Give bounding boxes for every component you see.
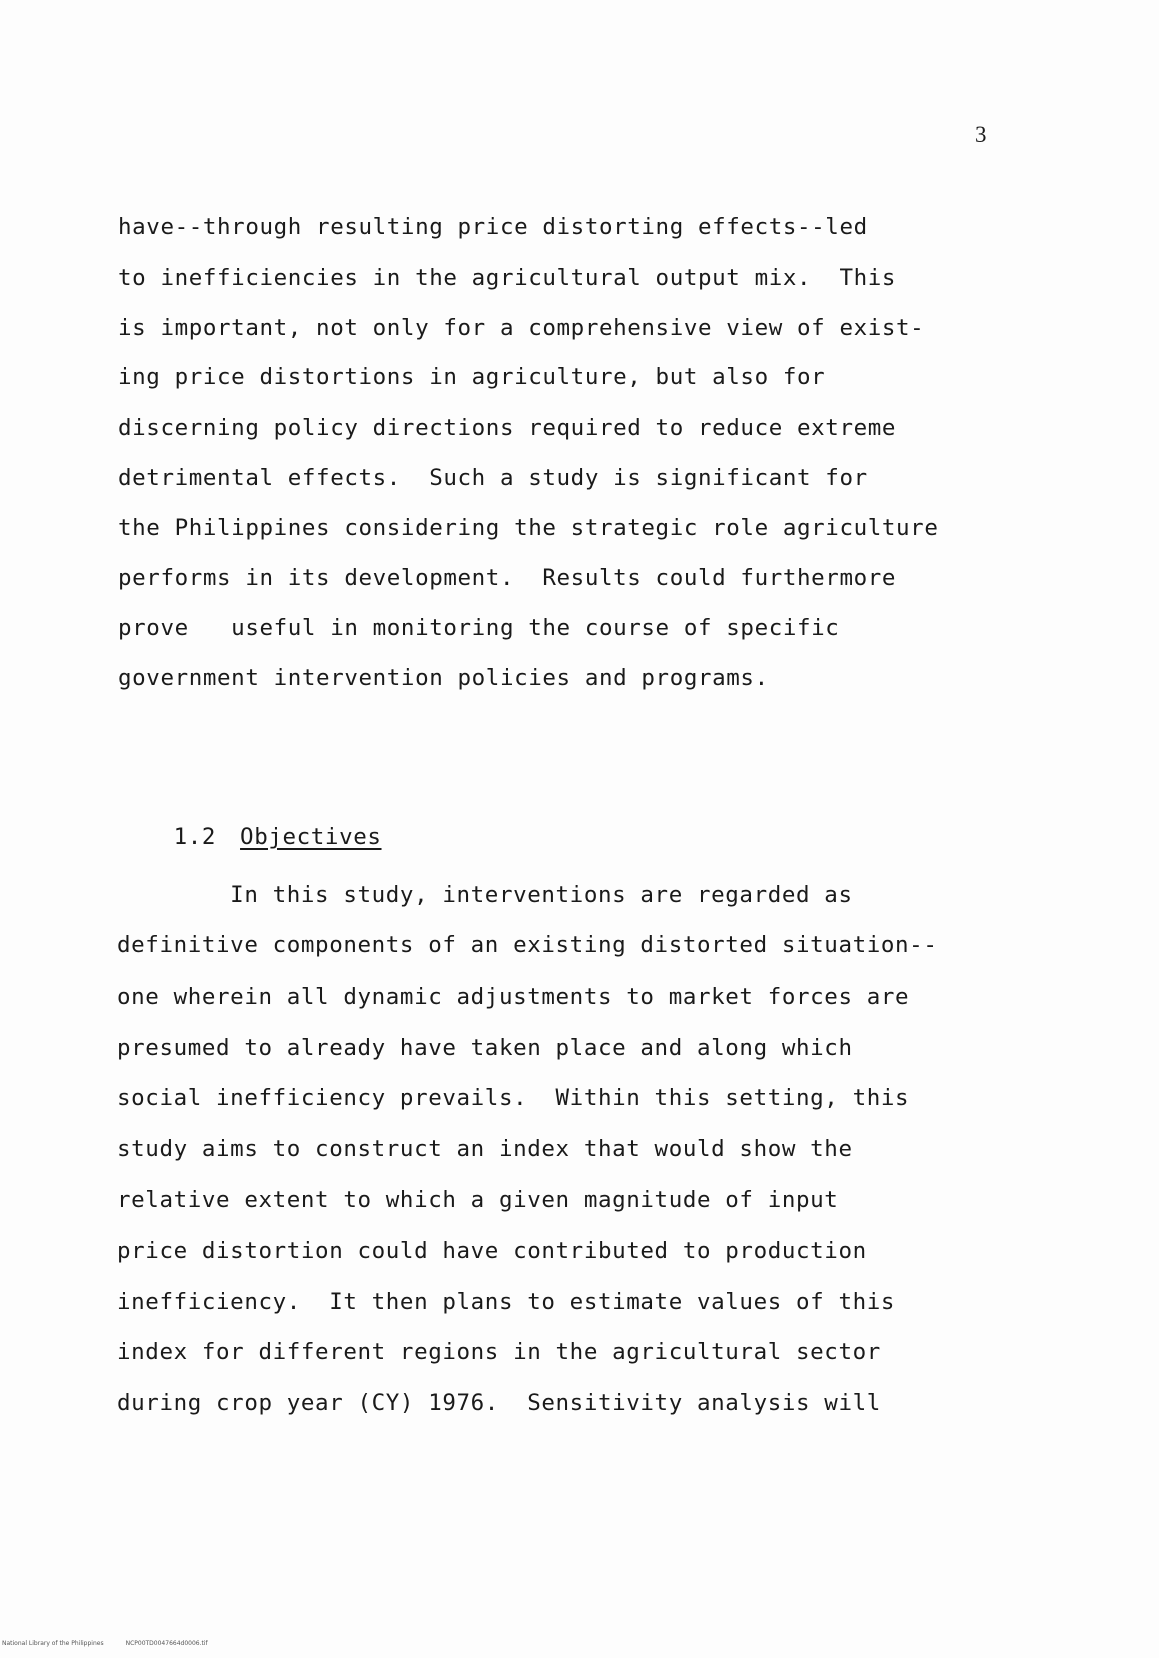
paragraph-line: the Philippines considering the strategic role agriculture [118,515,939,541]
paragraph-line: is important, not only for a comprehensive view of exist- [118,315,925,341]
section-heading [117,798,382,876]
paragraph-line: prove useful in monitoring the course of specific [118,615,840,641]
section-title: Objectives [240,824,382,850]
footer-code: NCP00TD0047664d0006.tif [125,1640,208,1647]
paragraph-line: performs in its development. Results could furthermore [118,565,897,591]
paragraph-line: inefficiency. It then plans to estimate values of this [117,1289,896,1315]
scan-footer [2,1640,208,1647]
paragraph-line: price distortion could have contributed to production [117,1238,867,1264]
paragraph-line: during crop year (CY) 1976. Sensitivity analysis will [117,1390,881,1416]
section-number: 1.2 [173,824,217,850]
paragraph-line: discerning policy directions required to reduce extreme [118,415,897,441]
paragraph-line: ing price distortions in agriculture, but also for [118,364,826,390]
paragraph-line: In this study, interventions are regarded as [117,882,853,908]
paragraph-line: relative extent to which a given magnitude of input [117,1187,839,1213]
paragraph-line: detrimental effects. Such a study is significant for [118,465,868,491]
paragraph-line: definitive components of an existing distorted situation-- [117,932,938,958]
paragraph-line: social inefficiency prevails. Within this setting, this [117,1085,910,1111]
paragraph-line: index for different regions in the agricultural sector [117,1339,881,1365]
paragraph-line: government intervention policies and programs. [118,665,769,691]
paragraph-line: study aims to construct an index that would show the [117,1136,853,1162]
paragraph-line: to inefficiencies in the agricultural output mix. This [118,265,897,291]
page-number: 3 [975,122,987,147]
paragraph-line: have--through resulting price distorting effects--led [118,214,868,240]
paragraph-line: one wherein all dynamic adjustments to market forces are [117,984,910,1010]
footer-library: National Library of the Philippines [2,1640,104,1647]
paragraph-line: presumed to already have taken place and along which [117,1035,853,1061]
